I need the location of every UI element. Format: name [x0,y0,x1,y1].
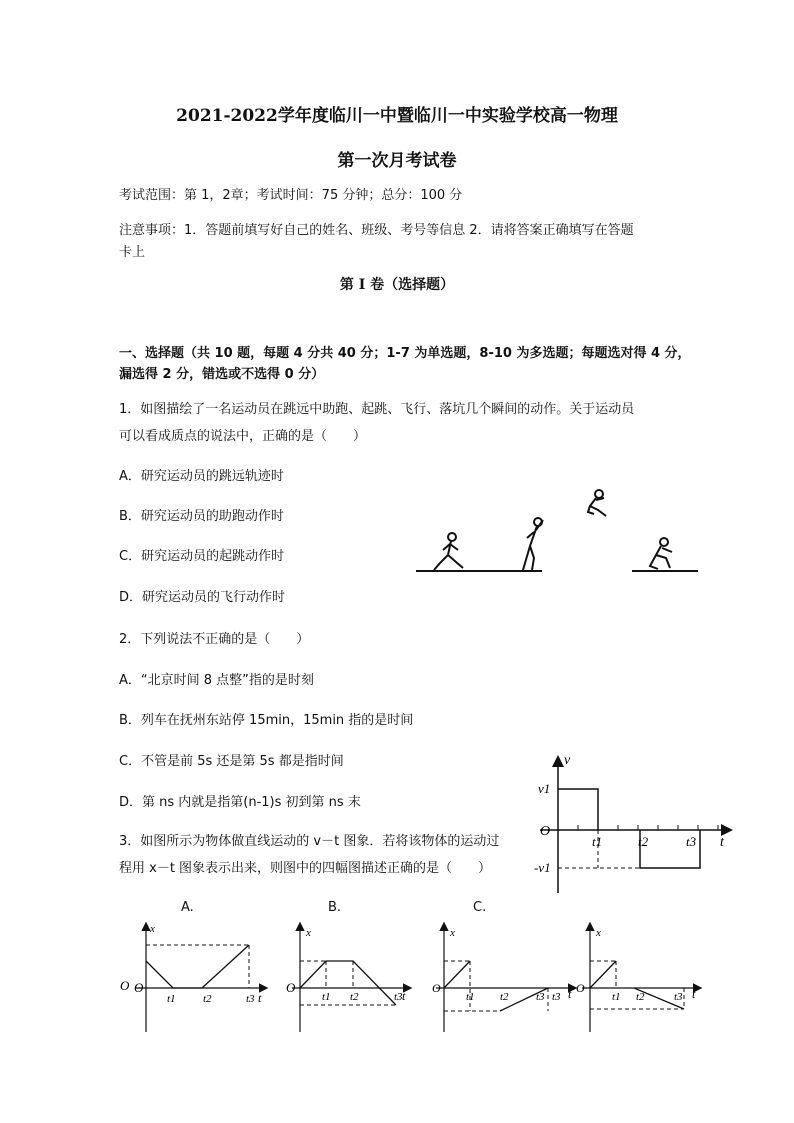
section-heading-line2: 漏选得 2 分，错选或不选得 0 分） [119,367,325,382]
t1-label: t1 [612,991,621,1003]
landing-jumper-icon [650,538,672,569]
x-axis-label: x [150,923,155,935]
xt-graph-b [286,918,416,1036]
origin-label: O [576,981,585,995]
vt-graph [530,748,740,898]
t2-label: t2 [500,991,509,1003]
x-axis-label: x [596,927,601,939]
t3-label: t3 [674,991,683,1003]
q3-stem-line1: 3．如图所示为物体做直线运动的 v－t 图象．若将该物体的运动过 [119,834,500,849]
q2-stem: 2．下列说法不正确的是（ ） [119,632,310,647]
q2-option-a: A．“北京时间 8 点整”指的是时刻 [119,673,314,688]
section-heading-line1: 一、选择题（共 10 题，每题 4 分共 40 分；1-7 为单选题，8-10 为多选题；每题选对得 4 分， [119,346,691,361]
notice-line2: 卡上 [119,245,146,260]
t1-label: t1 [592,834,603,849]
t2-label: t2 [636,991,645,1003]
q3-stem-line2: 程用 x－t 图象表示出来，则图中的四幅图描述正确的是（ ） [119,861,492,876]
t3-label: t3 [686,834,697,849]
q2-option-c: C．不管是前 5s 还是第 5s 都是指时间 [119,754,344,769]
t2-label: t2 [203,993,212,1005]
t-axis-label: t [568,987,572,1001]
q1-option-c: C．研究运动员的起跳动作时 [119,549,285,564]
x-axis-label: x [450,927,455,939]
t1-label: t1 [167,993,176,1005]
neg-v1-label: -v1 [534,860,551,875]
q1-stem-line1: 1．如图描绘了一名运动员在跳远中助跑、起跳、飞行、落坑几个瞬间的动作。关于运动员 [119,402,635,417]
exam-title-line2: 第一次月考试卷 [337,151,457,171]
t2-label: t2 [638,834,649,849]
takeoff-jumper-icon [523,518,543,570]
t1-label: t1 [322,991,331,1003]
t2-label: t2 [350,991,359,1003]
origin-label-inner: O [134,980,144,995]
t3-label: t3 [246,993,255,1005]
runner-icon [434,533,463,570]
x-axis-label: x [306,927,311,939]
t3-label-2: t3 [552,991,561,1003]
q1-option-d: D．研究运动员的飞行动作时 [119,590,286,605]
v1-label: v1 [538,781,551,796]
q2-option-d: D．第 ns 内就是指第(n-1)s 初到第 ns 末 [119,795,361,810]
choice-label-c: C. [473,900,487,915]
t1-label: t1 [466,991,475,1003]
long-jump-figure [410,480,710,580]
notice-line1: 注意事项：1．答题前填写好自己的姓名、班级、考号等信息 2．请将答案正确填写在答题 [119,223,634,238]
choice-label-a: A. [181,900,194,915]
q1-stem-line2: 可以看成质点的说法中，正确的是（ ） [119,429,367,444]
t-axis-label: t [402,989,406,1003]
exam-scope: 考试范围：第 1，2章；考试时间：75 分钟；总分：100 分 [119,188,463,203]
q1-option-b: B．研究运动员的助跑动作时 [119,509,284,524]
origin-label: O [540,824,551,839]
flying-jumper-icon [588,490,606,516]
t-axis-label: t [720,835,724,850]
v-axis-label: v [564,753,571,768]
origin-label: O [120,978,130,993]
choice-label-b: B. [328,900,342,915]
t-axis-label: t [258,991,262,1005]
origin-label: O [432,981,441,995]
exam-title-line1: 2021-2022学年度临川一中暨临川一中实验学校高一物理 [176,106,618,126]
origin-label: O [286,980,296,995]
t3-label: t3 [394,991,403,1003]
xt-graph-d [576,918,706,1036]
volume-title: 第 I 卷（选择题） [339,277,455,293]
vt-segment-positive [558,789,598,830]
xt-graph-c [430,918,580,1036]
t3-label: t3 [536,991,545,1003]
t-axis-label: t [692,987,696,1001]
xt-graph-a [116,918,271,1036]
q2-option-b: B．列车在抚州东站停 15min，15min 指的是时间 [119,713,414,728]
q1-option-a: A．研究运动员的跳远轨迹时 [119,469,284,484]
